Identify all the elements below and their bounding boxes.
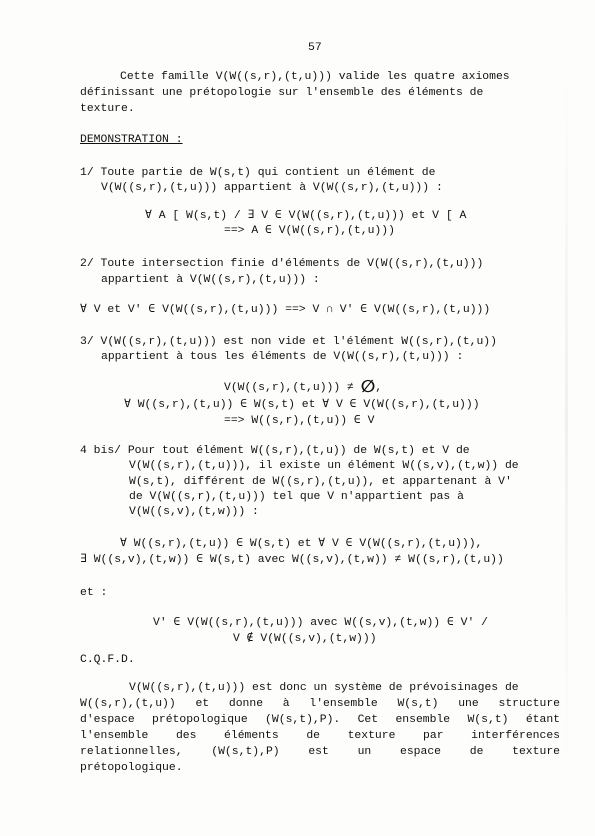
axiom3-formula-1: [224, 377, 383, 397]
conclusion-line-6: prétopologique.: [80, 762, 183, 774]
axiom4-line-2: V(W((s,r),(t,u))), il existe un élément W((s,v),(t,w)) de: [129, 460, 519, 472]
scan-shadow: [565, 70, 568, 770]
axiom4-formula-3: V' ∈ V(W((s,r),(t,u))) avec W((s,v),(t,w)) ∈ V' /: [153, 617, 488, 629]
axiom4-formula-2: ∃ W((s,v),(t,w)) ∈ W(s,t) avec W((s,v),(t,w)) ≠ W((s,r),(t,u)): [80, 554, 504, 566]
axiom3-formula-3: ==> W((s,r),(t,u)) ∈ V: [224, 415, 375, 427]
axiom1-formula-2: ==> A ∈ V(W((s,r),(t,u))): [224, 225, 395, 237]
axiom1-formula-1: ∀ A [ W(s,t) / ∃ V ∈ V(W((s,r),(t,u))) et V [ A: [145, 210, 467, 222]
conclusion-line-5: relationnelles, (W(s,t),P) est un espace de texture: [80, 746, 560, 758]
empty-set-symbol: ∅: [360, 377, 376, 397]
axiom3-line-2: appartient à tous les éléments de V(W((s,r),(t,u))) :: [101, 351, 464, 363]
axiom3-formula-1-text: V(W((s,r),(t,u))) ≠: [224, 382, 361, 394]
axiom1-line-2: V(W((s,r),(t,u))) appartient à V(W((s,r),(t,u))) :: [101, 182, 443, 194]
axiom2-formula: ∀ V et V' ∈ V(W((s,r),(t,u))) ==> V ∩ V' ∈ V(W((s,r),(t,u))): [80, 304, 491, 316]
axiom1-line-1: 1/ Toute partie de W(s,t) qui contient un élément de: [80, 167, 436, 179]
intro-line-2: définissant une prétopologie sur l'ensemble des éléments de: [80, 87, 484, 99]
axiom4-formula-4: V ∉ V(W((s,v),(t,w))): [233, 633, 377, 645]
conclusion-line-4: l'ensemble des éléments de texture par interférences: [80, 730, 560, 742]
axiom4-line-5: V(W((s,v),(t,w))) :: [129, 506, 259, 518]
conclusion-line-1: V(W((s,r),(t,u))) est donc un système de prévoisinages de: [129, 682, 519, 694]
intro-line-3: texture.: [80, 103, 135, 115]
demonstration-heading: DEMONSTRATION :: [80, 134, 183, 146]
axiom4-et: et :: [80, 587, 108, 599]
intro-line-1: Cette famille V(W((s,r),(t,u))) valide les quatre axiomes: [120, 71, 510, 83]
conclusion-line-3: d'espace prétopologique (W(s,t),P). Cet ensemble W(s,t) étant: [80, 714, 560, 726]
page-number: 57: [308, 42, 322, 54]
cqfd: C.Q.F.D.: [80, 654, 135, 666]
axiom2-line-2: appartient à V(W((s,r),(t,u))) :: [101, 274, 320, 286]
axiom2-line-1: 2/ Toute intersection finie d'éléments de V(W((s,r),(t,u))): [80, 258, 484, 270]
axiom4-line-1: 4 bis/ Pour tout élément W((s,r),(t,u)) de W(s,t) et V de: [80, 445, 470, 457]
axiom3-line-1: 3/ V(W((s,r),(t,u))) est non vide et l'élément W((s,r),(t,u)): [80, 336, 497, 348]
axiom4-line-3: W(s,t), différent de W((s,r),(t,u)), et appartenant à V': [129, 476, 512, 488]
axiom3-formula-1-end: ,: [375, 382, 383, 394]
conclusion-line-2: W((s,r),(t,u)) et donne à l'ensemble W(s,t) une structure: [80, 698, 560, 710]
axiom4-line-4: de V(W((s,r),(t,u))) tel que V n'appartient pas à: [129, 491, 464, 503]
axiom4-formula-1: ∀ W((s,r),(t,u)) ∈ W(s,t) et ∀ V ∈ V(W((s,r),(t,u))),: [120, 538, 483, 550]
axiom3-formula-2: ∀ W((s,r),(t,u)) ∈ W(s,t) et ∀ V ∈ V(W((s,r),(t,u))): [124, 399, 480, 411]
